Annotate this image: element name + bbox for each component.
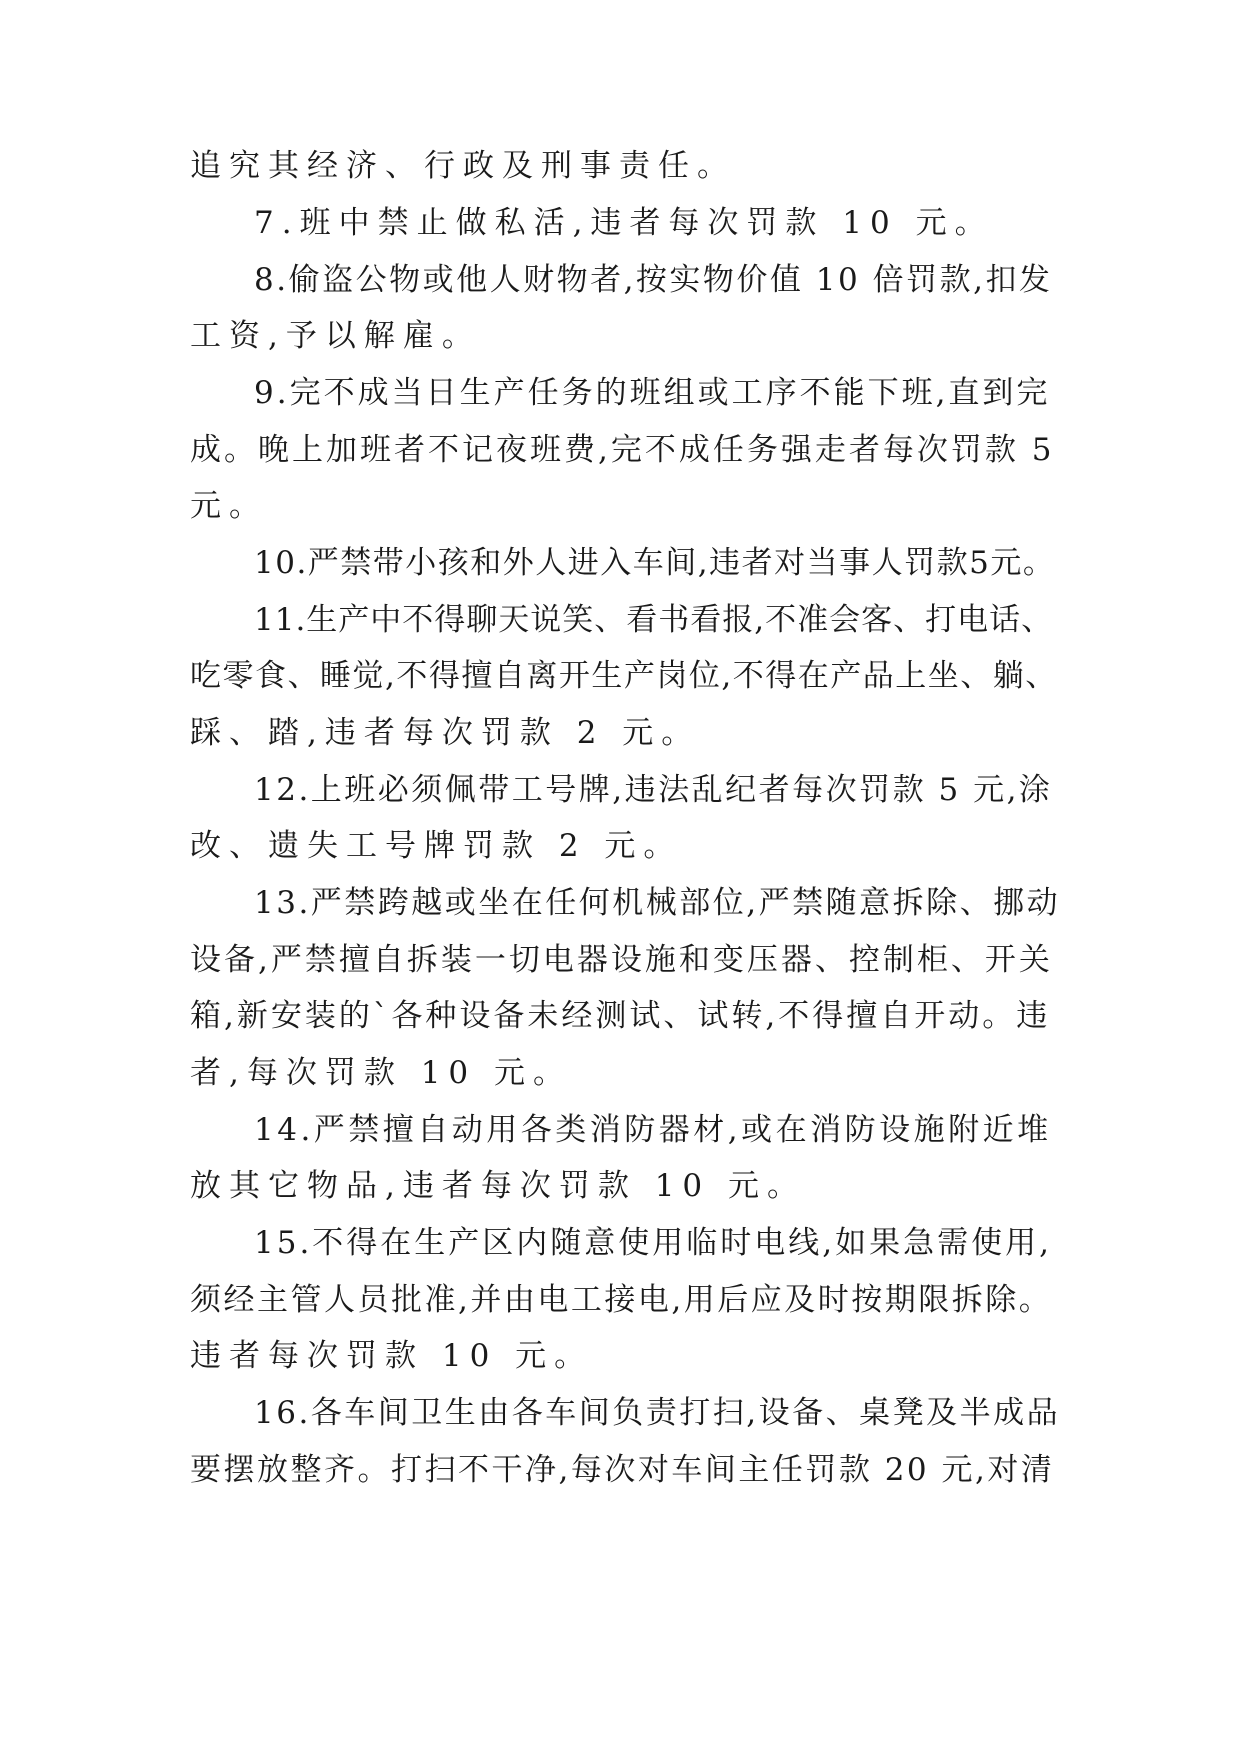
clause-12: 12.上班必须佩带工号牌,违法乱纪者每次罚款 5 元,涂	[254, 772, 1053, 808]
clause-16: 16.各车间卫生由各车间负责打扫,设备、桌凳及半成品	[254, 1395, 1061, 1431]
text-line: 吃零食、睡觉,不得擅自离开生产岗位,不得在产品上坐、躺、	[190, 658, 1058, 694]
clause-9: 9.完不成当日生产任务的班组或工序不能下班,直到完	[254, 375, 1051, 411]
text-line: 箱,新安装的`各种设备未经测试、试转,不得擅自开动。违	[190, 998, 1051, 1034]
clause-15: 15.不得在生产区内随意使用临时电线,如果急需使用,	[254, 1225, 1053, 1261]
text-line: 踩、踏,违者每次罚款 2 元。	[190, 715, 701, 751]
clause-7: 7.班中禁止做私活,违者每次罚款 10 元。	[254, 205, 994, 241]
text-line: 违者每次罚款 10 元。	[190, 1338, 594, 1374]
text-line: 设备,严禁擅自拆装一切电器设施和变压器、控制柜、开关	[190, 942, 1053, 978]
text-line: 元。	[190, 488, 268, 524]
clause-10: 10.严禁带小孩和外人进入车间,违者对当事人罚款5元。	[254, 545, 1056, 581]
text-line: 须经主管人员批准,并由电工接电,用后应及时按期限拆除。	[190, 1282, 1053, 1318]
text-line: 者,每次罚款 10 元。	[190, 1055, 573, 1091]
text-line: 成。晚上加班者不记夜班费,完不成任务强走者每次罚款 5	[190, 432, 1055, 468]
clause-14: 14.严禁擅自动用各类消防器材,或在消防设施附近堆	[254, 1112, 1052, 1148]
text-line: 改、遗失工号牌罚款 2 元。	[190, 828, 683, 864]
text-line: 工资,予以解雇。	[190, 318, 481, 354]
clause-13: 13.严禁跨越或坐在任何机械部位,严禁随意拆除、挪动	[254, 885, 1061, 921]
text-line: 放其它物品,违者每次罚款 10 元。	[190, 1168, 807, 1204]
text-line: 追究其经济、行政及刑事责任。	[190, 148, 736, 184]
text-line: 要摆放整齐。打扫不干净,每次对车间主任罚款 20 元,对清	[190, 1452, 1055, 1488]
clause-11: 11.生产中不得聊天说笑、看书看报,不准会客、打电话、	[254, 602, 1054, 638]
clause-8: 8.偷盗公物或他人财物者,按实物价值 10 倍罚款,扣发	[254, 262, 1053, 298]
